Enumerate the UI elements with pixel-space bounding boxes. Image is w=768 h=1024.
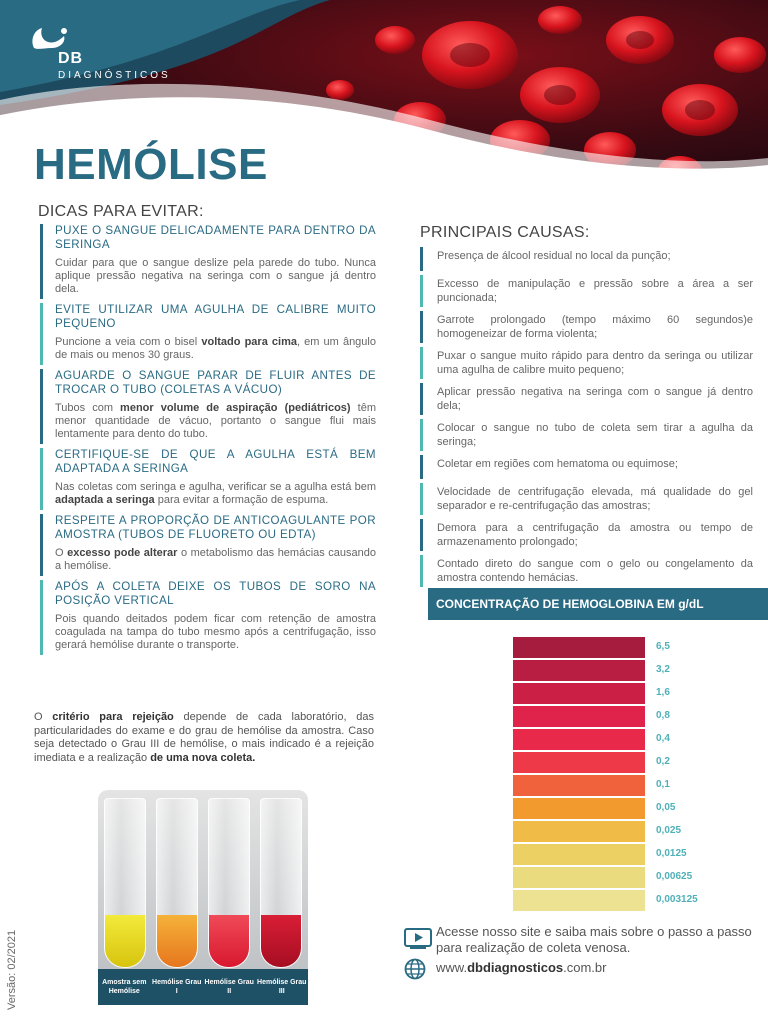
tip-title: AGUARDE O SANGUE PARAR DE FLUIR ANTES DE TROCAR O TUBO (COLETAS A VÁCUO): [55, 369, 376, 396]
scale-row: [513, 775, 713, 796]
scale-row: [513, 660, 713, 681]
tip-item: [40, 369, 376, 444]
color-swatch: [513, 752, 645, 773]
tip-item: [40, 448, 376, 510]
tip-item: [40, 224, 376, 299]
cause-item: Velocidade de centrifugação elevada, má qualidade do gel separador e re-centrifugação das amostras;: [420, 483, 753, 515]
cause-item: Presença de álcool residual no local da punção;: [420, 247, 753, 271]
tip-title: CERTIFIQUE-SE DE QUE A AGULHA ESTÁ BEM ADAPTADA A SERINGA: [55, 448, 376, 475]
tip-text: Puncione a veia com o bisel voltado para cima, em um ângulo de mais ou menos 30 graus.: [55, 336, 376, 361]
scale-row: [513, 729, 713, 750]
hemolysis-tubes-photo: [98, 790, 308, 1005]
tube-grade-3: [260, 798, 302, 968]
caption-grade-2: Hemólise Grau II: [204, 979, 254, 995]
tip-title: APÓS A COLETA DEIXE OS TUBOS DE SORO NA POSIÇÃO VERTICAL: [55, 580, 376, 607]
tip-title: RESPEITE A PROPORÇÃO DE ANTICOAGULANTE POR AMOSTRA (TUBOS DE FLUORETO OU EDTA): [55, 514, 376, 541]
page-title: HEMÓLISE: [34, 140, 268, 189]
color-swatch: [513, 798, 645, 819]
brand-name: DB: [58, 50, 84, 67]
color-swatch: [513, 890, 645, 911]
tip-title: EVITE UTILIZAR UMA AGULHA DE CALIBRE MUITO PEQUENO: [55, 303, 376, 330]
scale-row: [513, 637, 713, 658]
cause-item: Coletar em regiões com hematoma ou equimose;: [420, 455, 753, 479]
cause-item: Garrote prolongado (tempo máximo 60 segundos)e homogeneizar de forma violenta;: [420, 311, 753, 343]
cause-item: Excesso de manipulação e pressão sobre a área a ser puncionada;: [420, 275, 753, 307]
tube-no-hemolysis: [104, 798, 146, 968]
color-swatch: [513, 706, 645, 727]
swatch-label: 0,8: [656, 710, 670, 721]
color-swatch: [513, 844, 645, 865]
tip-title: PUXE O SANGUE DELICADAMENTE PARA DENTRO DA SERINGA: [55, 224, 376, 251]
color-swatch: [513, 729, 645, 750]
cause-item: Contado direto do sangue com o gelo ou congelamento da amostra contendo hemácias.: [420, 555, 753, 587]
cause-item: Demora para a centrifugação da amostra ou tempo de armazenamento prolongado;: [420, 519, 753, 551]
tip-text: Pois quando deitados podem ficar com retenção de amostra coagulada na tampa do tubo mesmo após a centrifugação, isso gerará hemólise durante o transporte.: [55, 613, 376, 651]
swatch-label: 1,6: [656, 687, 670, 698]
color-swatch: [513, 775, 645, 796]
tip-item: [40, 303, 376, 365]
swatch-label: 0,2: [656, 756, 670, 767]
color-swatch: [513, 683, 645, 704]
version-label: Versão: 02/2021: [6, 929, 18, 1010]
color-swatch: [513, 821, 645, 842]
tips-heading: DICAS PARA EVITAR:: [38, 203, 204, 220]
video-icon: [404, 928, 432, 950]
tube-grade-2: [208, 798, 250, 968]
swatch-label: 0,003125: [656, 894, 698, 905]
cause-item: Puxar o sangue muito rápido para dentro da seringa ou utilizar uma agulha de calibre muito pequeno;: [420, 347, 753, 379]
scale-row: [513, 821, 713, 842]
brand-subtitle: DIAGNÓSTICOS: [58, 70, 171, 81]
tips-list: [40, 224, 376, 659]
rejection-criteria: O critério para rejeição depende de cada laboratório, das particularidades do exame e do grau de hemólise da amostra. Caso seja detectado o Grau III de hemólise, o mais indicado é a rejeição imediata e a realização de uma nova coleta.: [34, 711, 374, 764]
swatch-label: 6,5: [656, 641, 670, 652]
cause-item: Colocar o sangue no tubo de coleta sem tirar a agulha da seringa;: [420, 419, 753, 451]
video-link-text[interactable]: Acesse nosso site e saiba mais sobre o passo a passo para realização de coleta venosa.: [436, 924, 752, 955]
caption-no-hemolysis: Amostra sem Hemólise: [102, 979, 147, 995]
tip-item: [40, 514, 376, 576]
cause-item: Aplicar pressão negativa na seringa com o sangue já dentro dela;: [420, 383, 753, 415]
swatch-label: 0,1: [656, 779, 670, 790]
scale-row: [513, 683, 713, 704]
caption-grade-1: Hemólise Grau I: [152, 979, 202, 995]
causes-heading: PRINCIPAIS CAUSAS:: [420, 224, 590, 241]
swatch-label: 3,2: [656, 664, 670, 675]
scale-row: [513, 867, 713, 888]
scale-row: [513, 752, 713, 773]
tip-text: O excesso pode alterar o metabolismo das hemácias causando a hemólise.: [55, 547, 376, 572]
tube-grade-1: [156, 798, 198, 968]
photo-caption-bar: [98, 969, 308, 1005]
tip-item: [40, 580, 376, 655]
scale-row: [513, 798, 713, 819]
swatch-label: 0,00625: [656, 871, 693, 882]
tip-text: Tubos com menor volume de aspiração (pediátricos) têm menor quantidade de vácuo, portanto o sangue flui mais lentamente para dento do tubo.: [55, 402, 376, 440]
swatch-label: 0,0125: [656, 848, 687, 859]
causes-list: [420, 247, 753, 591]
color-swatch: [513, 660, 645, 681]
scale-row: [513, 706, 713, 727]
hemoglobin-heading: CONCENTRAÇÃO DE HEMOGLOBINA EM g/dL: [428, 588, 768, 620]
tip-text: Nas coletas com seringa e agulha, verificar se a agulha está bem adaptada a seringa para evitar a formação de espuma.: [55, 481, 376, 506]
swatch-label: 0,4: [656, 733, 670, 744]
caption-grade-3: Hemólise Grau III: [257, 979, 307, 995]
color-swatch: [513, 637, 645, 658]
website-link[interactable]: www.dbdiagnosticos.com.br: [436, 960, 607, 975]
scale-row: [513, 890, 713, 911]
scale-row: [513, 844, 713, 865]
swatch-label: 0,025: [656, 825, 682, 836]
color-swatch: [513, 867, 645, 888]
swatch-label: 0,05: [656, 802, 676, 813]
globe-icon: [404, 958, 426, 980]
tip-text: Cuidar para que o sangue deslize pela parede do tubo. Nunca aplique pressão negativa na seringa com o sangue já dentro dela.: [55, 257, 376, 295]
